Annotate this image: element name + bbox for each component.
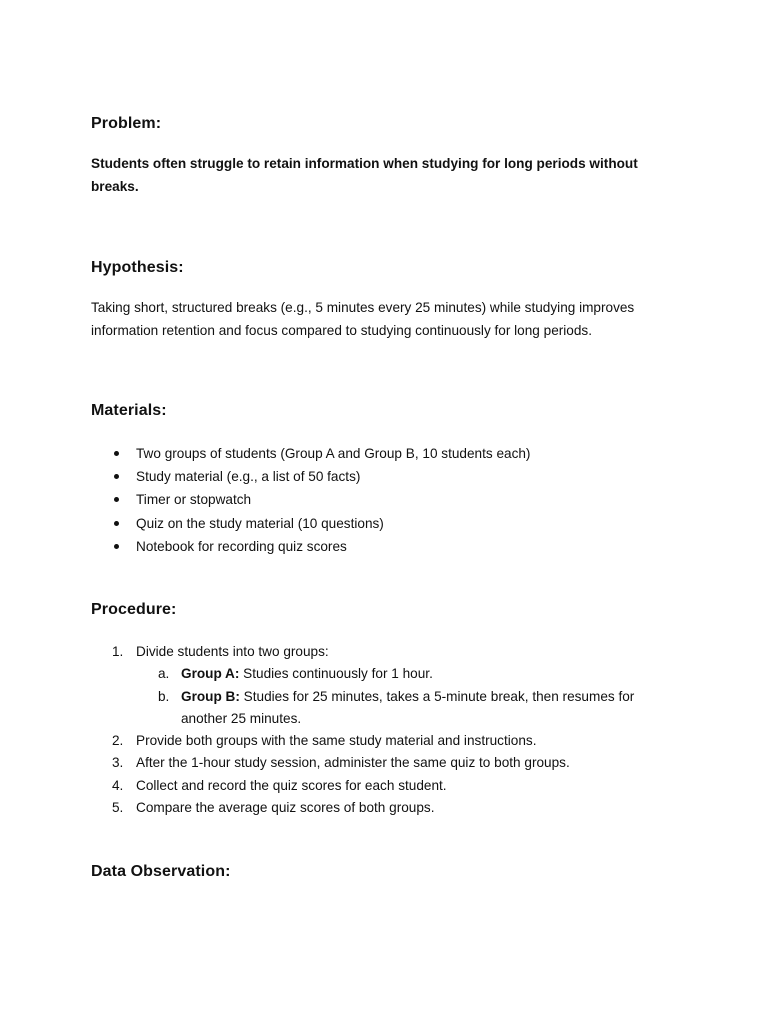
step-number: 4. — [112, 777, 124, 793]
step-number: 3. — [112, 755, 124, 771]
procedure-substeps — [136, 663, 691, 730]
list-item — [91, 488, 691, 511]
procedure-heading: Procedure: — [91, 601, 177, 618]
step-text: After the 1-hour study session, administer the same quiz to both groups. — [136, 755, 570, 771]
list-item — [91, 512, 691, 535]
step-number: 1. — [112, 644, 124, 659]
procedure-step — [91, 730, 691, 752]
substep-label: Group A: — [181, 666, 240, 682]
procedure-step — [91, 752, 691, 774]
substep-letter: a. — [158, 666, 170, 682]
bullet-icon — [114, 451, 119, 456]
bullet-icon — [114, 544, 119, 549]
substep-text: Studies for 25 minutes, takes a 5-minute break, then resumes for another 25 minutes. — [181, 688, 635, 726]
materials-item-text: Quiz on the study material (10 questions) — [136, 515, 384, 531]
step-text: Divide students into two groups: — [136, 644, 329, 659]
materials-heading: Materials: — [91, 402, 167, 419]
list-item — [91, 535, 691, 558]
step-text: Compare the average quiz scores of both groups. — [136, 800, 435, 816]
bullet-icon — [114, 521, 119, 526]
materials-item-text: Two groups of students (Group A and Group B, 10 students each) — [136, 446, 531, 461]
procedure-step — [91, 641, 691, 730]
procedure-step — [91, 775, 691, 797]
step-text: Provide both groups with the same study material and instructions. — [136, 733, 537, 749]
materials-item-text: Timer or stopwatch — [136, 492, 252, 508]
hypothesis-heading: Hypothesis: — [91, 259, 184, 276]
procedure-substep — [136, 663, 681, 685]
step-number: 5. — [112, 800, 124, 816]
problem-heading: Problem: — [91, 115, 162, 132]
step-number: 2. — [112, 733, 124, 749]
substep-letter: b. — [158, 688, 170, 704]
procedure-step — [91, 797, 691, 819]
substep-label: Group B: — [181, 688, 240, 704]
substep-text: Studies continuously for 1 hour. — [239, 666, 433, 682]
procedure-list — [91, 641, 691, 819]
materials-item-text: Study material (e.g., a list of 50 facts) — [136, 469, 361, 485]
materials-list — [91, 442, 691, 558]
list-item — [91, 465, 691, 488]
materials-item-text: Notebook for recording quiz scores — [136, 538, 347, 554]
procedure-substep — [136, 686, 681, 731]
bullet-icon — [114, 474, 119, 479]
list-item — [91, 442, 691, 465]
problem-text: Students often struggle to retain information when studying for long periods without breaks. — [91, 156, 638, 194]
data-observation-heading: Data Observation: — [91, 863, 231, 880]
hypothesis-text: Taking short, structured breaks (e.g., 5 minutes every 25 minutes) while studying improves information retention and focus compared to studying continuously for long periods. — [91, 300, 635, 338]
bullet-icon — [114, 497, 119, 502]
step-text: Collect and record the quiz scores for each student. — [136, 777, 447, 793]
